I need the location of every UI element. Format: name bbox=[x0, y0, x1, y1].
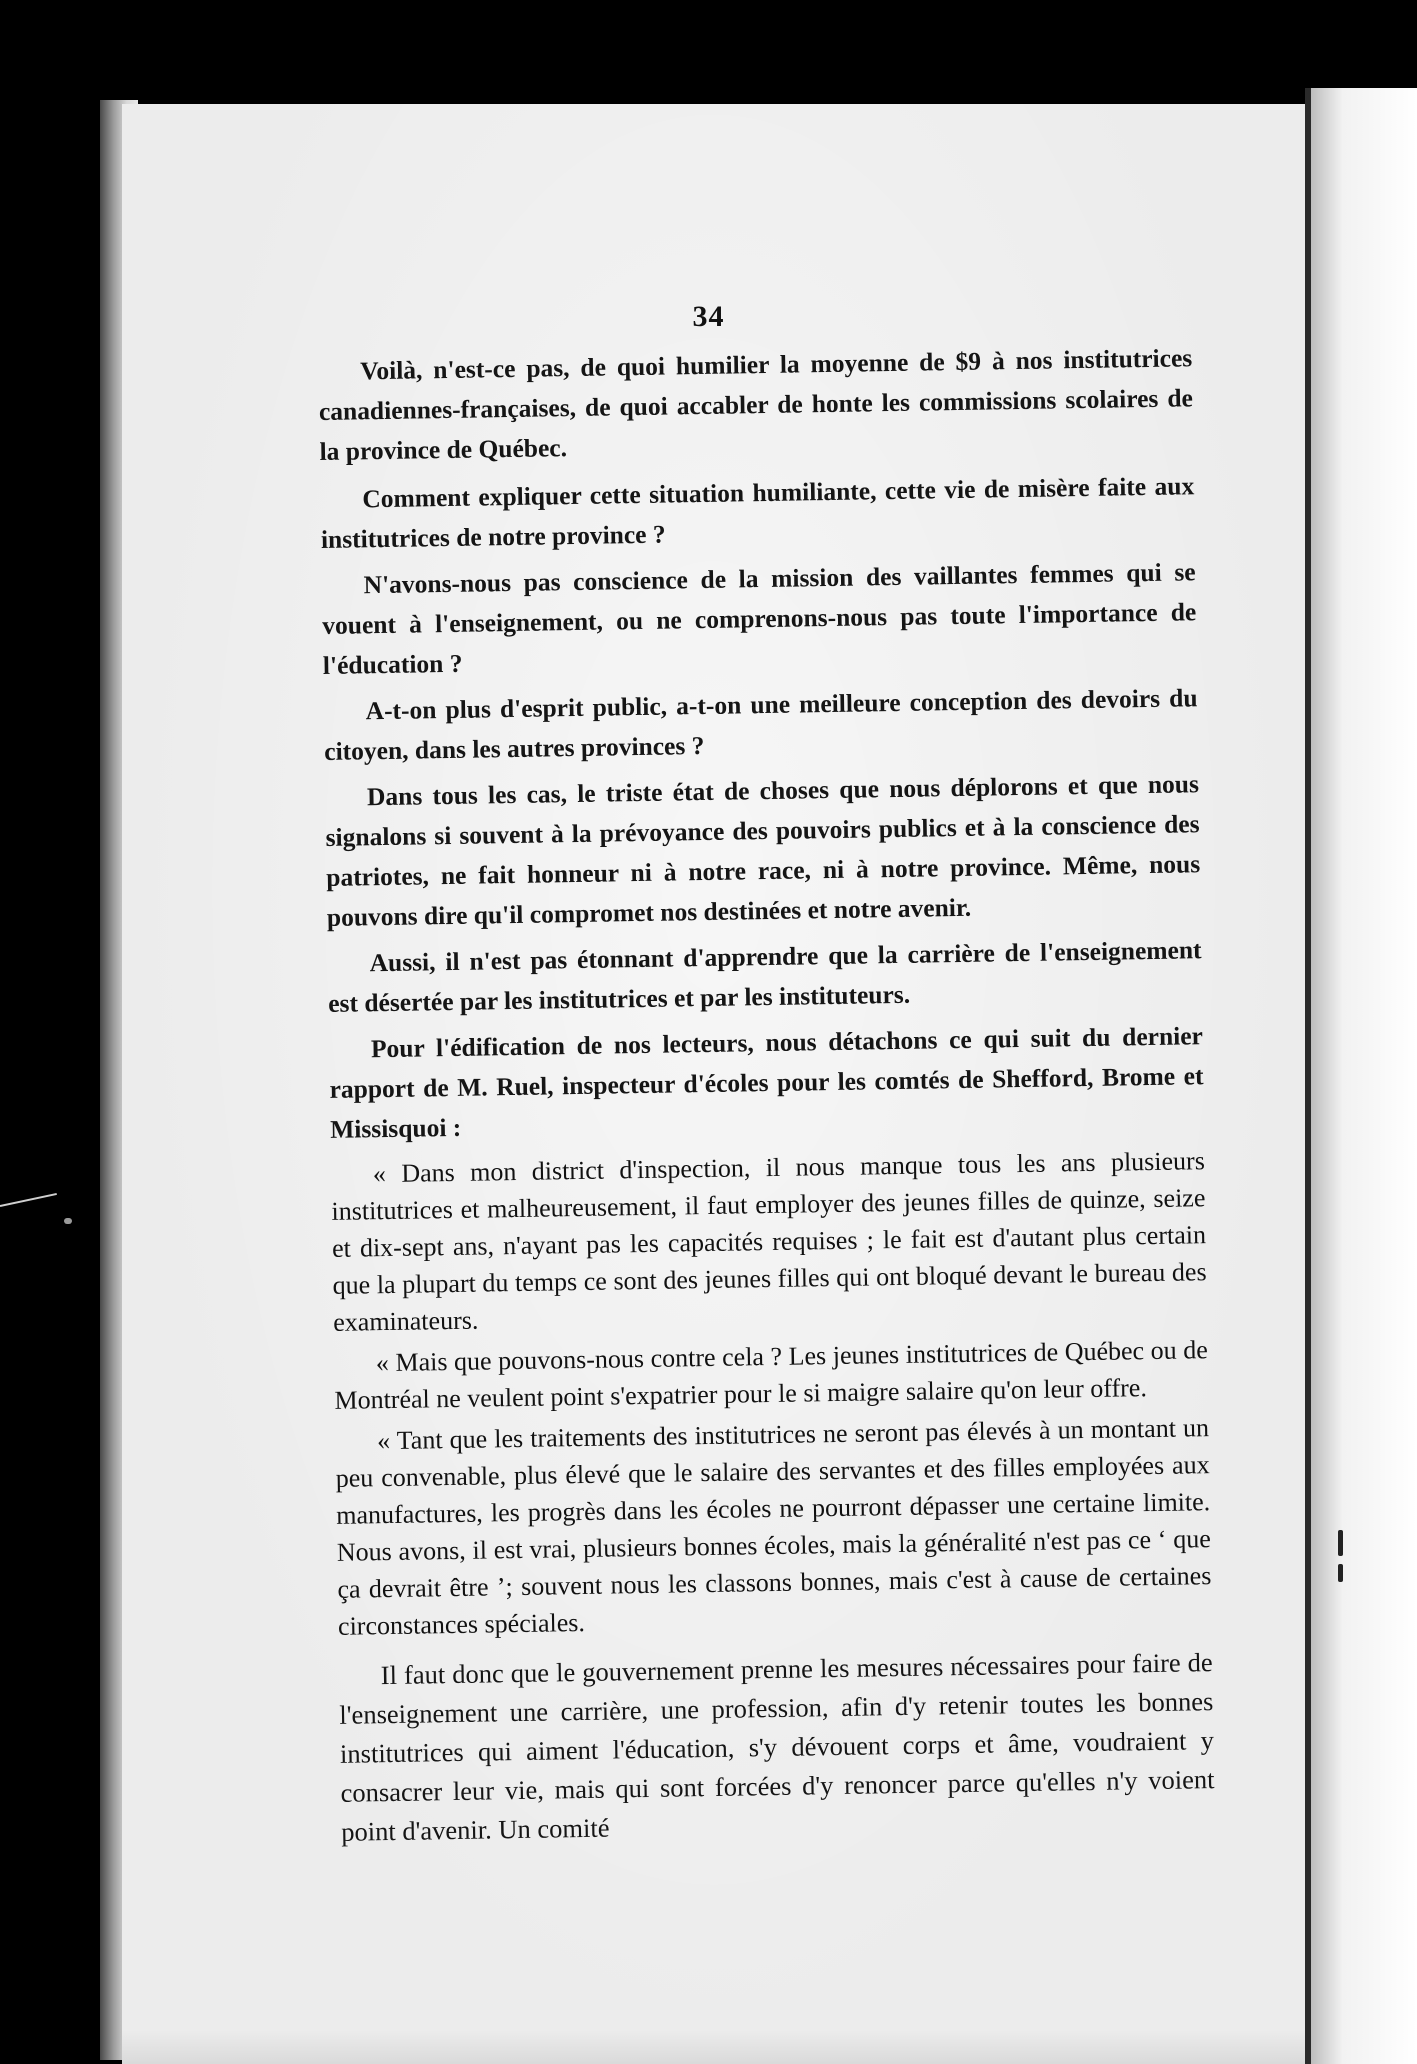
paragraph: Aussi, il n'est pas étonnant d'apprendre que la carrière de l'enseignement est désertée par les institutrices et par les instituteurs. bbox=[328, 935, 1202, 1018]
closing-paragraph: Il faut donc que le gouvernement prenne les mesures nécessaires pour faire de l'enseignement une carrière, une profession, afin d'y retenir toutes les bonnes institutrices qui aiment l'éducation, s'y dévouent corps et âme, voudraient y consacrer leur vie, mais qui sont forcées d'y renoncer parce qu'elles n'y voient point d'avenir. Un comité bbox=[339, 1647, 1215, 1847]
paragraph: A-t-on plus d'esprit public, a-t-on une meilleure conception des devoirs du citoyen, dans les autres provinces ? bbox=[324, 683, 1198, 766]
adjacent-page-mark bbox=[1338, 1530, 1343, 1556]
page-bottom-shadow bbox=[122, 2030, 1305, 2064]
adjacent-page-strip bbox=[1311, 88, 1417, 2064]
adjacent-page-mark bbox=[1338, 1564, 1343, 1582]
paragraph: Pour l'édification de nos lecteurs, nous détachons ce qui suit du dernier rapport de M. Ruel, inspecteur d'écoles pour les comtés de Shefford, Brome et Missisquoi : bbox=[329, 1021, 1204, 1144]
quoted-paragraph: « Tant que les traitements des institutrices ne seront pas élevés à un montant un peu convenable, plus élevé que le salaire des servantes et des filles employées aux manufactures, les progrès dans les écoles ne pourront dépasser une certaine limite. Nous avons, il est vrai, plusieurs bonnes écoles, mais la généralité n'est pas ce ‘ que ça devrait être ’; souvent nous les classons bonnes, mais c'est à cause de certaines circonstances spéciales. bbox=[335, 1413, 1212, 1641]
paragraph: Voilà, n'est-ce pas, de quoi humilier la moyenne de $9 à nos institutrices canadiennes-françaises, de quoi accabler de honte les commissions scolaires de la province de Québec. bbox=[318, 343, 1194, 466]
paragraph: Dans tous les cas, le triste état de choses que nous déplorons et que nous signalons si souvent à la prévoyance des pouvoirs publics et à la conscience des patriotes, ne fait honneur ni à notre race, ni à notre province. Même, nous pouvons dire qu'il compromet nos destinées et notre avenir. bbox=[325, 769, 1201, 932]
paragraph: N'avons-nous pas conscience de la mission des vaillantes femmes qui se vouent à l'enseignement, ou ne comprenons-nous pas toute l'importance de l'éducation ? bbox=[322, 557, 1197, 680]
quoted-paragraph: « Mais que pouvons-nous contre cela ? Les jeunes institutrices de Québec ou de Montréal ne veulent point s'expatrier pour le si maigre salaire qu'on leur offre. bbox=[334, 1335, 1209, 1415]
scan-artifact-dot bbox=[64, 1218, 72, 1224]
paragraph: Comment expliquer cette situation humiliante, cette vie de misère faite aux institutrices de notre province ? bbox=[320, 471, 1195, 554]
page-number: 34 bbox=[692, 300, 725, 333]
quoted-paragraph: « Dans mon district d'inspection, il nous manque tous les ans plusieurs institutrices et malheureusement, il faut employer des jeunes filles de quinze, seize et dix-sept ans, n'ayant pas les capacités requises ; le fait est d'autant plus certain que la plupart du temps ce sont des jeunes filles qui ont bloqué devant le bureau des examinateurs. bbox=[331, 1146, 1207, 1337]
page-body bbox=[318, 338, 1216, 1858]
